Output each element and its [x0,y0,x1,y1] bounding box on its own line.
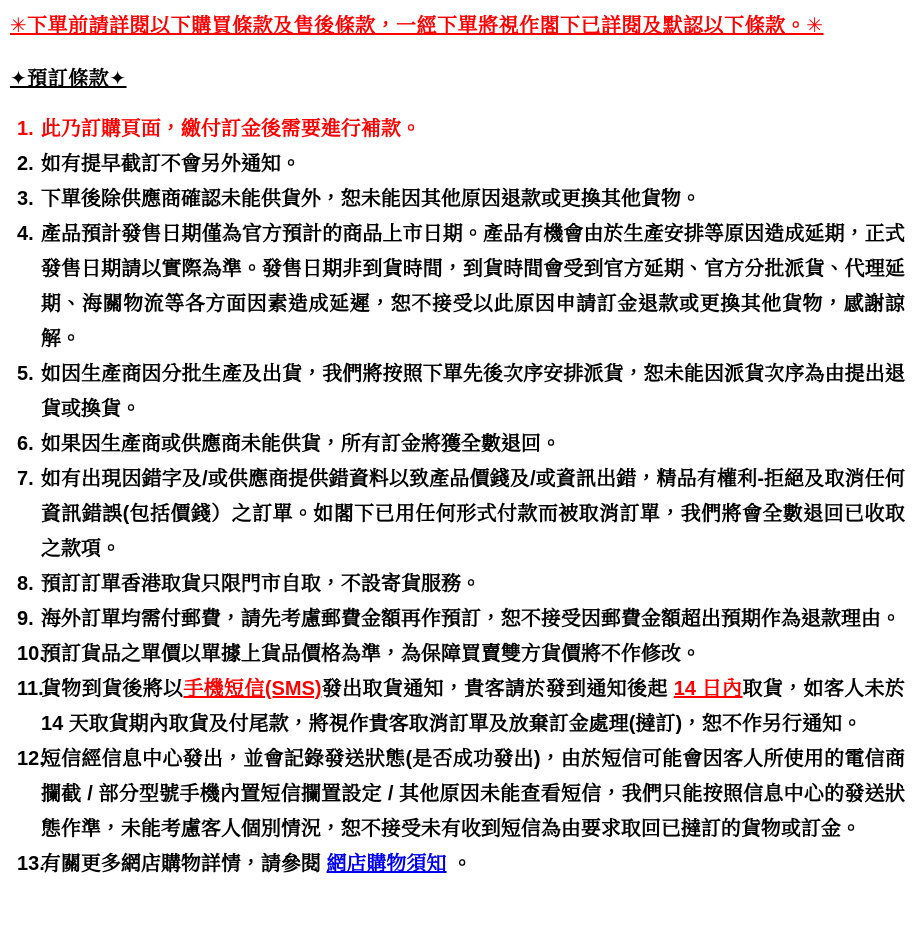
term-text: 海外訂單均需付郵費，請先考慮郵費金額再作預訂，恕不接受因郵費金額超出預期作為退款理由。 [41,608,901,630]
section-title-preorder-terms: ✦預訂條款✦ [10,68,127,90]
term-item-1 [10,112,905,147]
term-number: 3. [17,188,34,210]
term-text: 短信經信息中心發出，並會記錄發送狀態(是否成功發出)，由於短信可能會因客人所使用的電信商攔截 / 部分型號手機內置短信攔置設定 / 其他原因未能查看短信，我們只能按照信息中心的發送狀態作準，未能考慮客人個別情況，恕不接受未有收到短信為由要求取回已撻訂的貨物或訂金。 [41,748,905,840]
term-number: 8. [17,573,34,595]
term-item-2 [10,147,905,182]
pre-order-warning-banner: ✳下單前請詳閱以下購買條款及售後條款，一經下單將視作閣下已詳閱及默認以下條款。✳ [10,15,824,37]
term-text-segment: 發出取貨通知，貴客請於發到通知後起 [321,678,674,700]
term-number: 12. [17,748,45,770]
term-text [41,853,472,875]
term-item-8 [10,567,905,602]
term-number: 5. [17,363,34,385]
store-shopping-guide-link[interactable]: 網店購物須知 [326,853,447,875]
term-number: 10. [17,643,45,665]
term-item-13 [10,847,905,882]
term-item-7 [10,462,905,567]
term-text: 下單後除供應商確認未能供貨外，恕未能因其他原因退款或更換其他貨物。 [41,188,701,210]
term-item-3 [10,182,905,217]
term-text: 如有提早截訂不會另外通知。 [41,153,301,175]
term-number: 9. [17,608,34,630]
term-text-segment: 有關更多網店購物詳情，請參閱 [41,853,327,875]
term-number: 13. [17,853,45,875]
term-text: 如因生產商因分批生產及出貨，我們將按照下單先後次序安排派貨，恕未能因派貨次序為由提出退貨或換貨。 [41,363,905,420]
term-text-segment: 取貨，如客人未於 14 天取貨期內取貨及付尾款，將視作貴客取消訂單及放棄訂金處理(撻訂)，恕不作另行通知。 [41,678,906,735]
term-number: 7. [17,468,34,490]
term-item-12 [10,742,905,847]
term-item-5 [10,357,905,427]
term-number: 11. [17,678,44,700]
term-text: 此乃訂購頁面，繳付訂金後需要進行補款。 [41,118,421,140]
term-number: 1. [17,118,34,140]
term-item-11 [10,672,905,742]
terms-list [10,112,905,882]
term-text: 預訂貨品之單價以單據上貨品價格為準，為保障買賣雙方貨價將不作修改。 [41,643,701,665]
term-text: 產品預計發售日期僅為官方預計的商品上市日期。產品有機會由於生產安排等原因造成延期，正式發售日期請以實際為準。發售日期非到貨時間，到貨時間會受到官方延期、官方分批派貨、代理延期、海關物流等各方面因素造成延遲，恕不接受以此原因申請訂金退款或更換其他貨物，感謝諒解。 [41,223,905,350]
term-text: 如果因生產商或供應商未能供貨，所有訂金將獲全數退回。 [41,433,561,455]
term-text-segment: 貨物到貨後將以 [41,678,184,700]
term-text [41,678,905,735]
sms-pickup-notice-highlight: 手機短信(SMS) [183,678,322,700]
term-item-4 [10,217,905,357]
term-number: 6. [17,433,34,455]
term-item-10 [10,637,905,672]
term-item-9 [10,602,905,637]
term-number: 4. [17,223,34,245]
term-number: 2. [17,153,34,175]
term-item-6 [10,427,905,462]
term-text-segment: 。 [446,853,473,875]
term-text: 預訂訂單香港取貨只限門市自取，不設寄貨服務。 [41,573,481,595]
term-text: 如有出現因錯字及/或供應商提供錯資料以致產品價錢及/或資訊出錯，精品有權利-拒絕及取消任何資訊錯誤(包括價錢）之訂單。如閣下已用任何形式付款而被取消訂單，我們將會全數退回已收取之款項。 [41,468,905,560]
pickup-deadline-highlight: 14 日內 [673,678,743,700]
